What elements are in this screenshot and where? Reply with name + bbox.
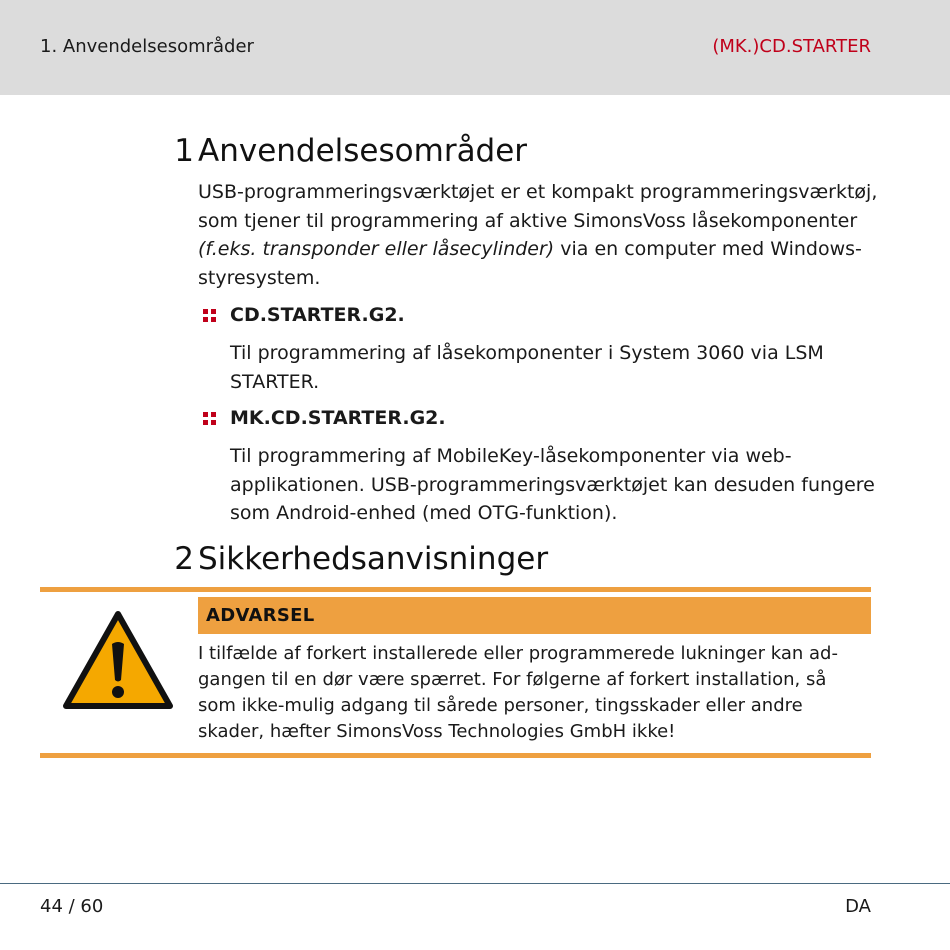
section-heading-2 bbox=[174, 541, 549, 577]
warning-label-bar bbox=[198, 597, 871, 634]
chapter-title: 1. Anvendelsesområder bbox=[40, 36, 254, 57]
italic-text: (f.eks. transponder eller låsecylinder) bbox=[198, 238, 555, 260]
bullet-icon bbox=[203, 309, 216, 322]
language-code: DA bbox=[845, 896, 871, 917]
warning-text bbox=[198, 641, 868, 745]
text-line: som ikke-mulig adgang til sårede personer, tingsskader eller andre bbox=[198, 695, 803, 716]
list-item-description bbox=[230, 339, 870, 396]
intro-paragraph bbox=[198, 178, 878, 292]
warning-top-border bbox=[40, 587, 871, 592]
section-number: 2 bbox=[174, 541, 194, 577]
text-line: Til programmering af MobileKey-låsekomponenter via web- bbox=[230, 445, 792, 467]
text-line: skader, hæfter SimonsVoss Technologies GmbH ikke! bbox=[198, 721, 676, 742]
text-line: applikationen. USB-programmeringsværktøjet kan desuden fungere bbox=[230, 473, 875, 496]
page-number: 44 / 60 bbox=[40, 896, 104, 917]
text-line: gangen til en dør være spærret. For følgerne af forkert installation, så bbox=[198, 669, 827, 690]
warning-triangle-icon bbox=[62, 610, 174, 710]
text-line: styresystem. bbox=[198, 266, 321, 289]
warning-label: ADVARSEL bbox=[206, 605, 315, 626]
text-line: I tilfælde af forkert installerede eller programmerede lukninger kan ad- bbox=[198, 643, 838, 664]
text-line: som Android-enhed (med OTG-funktion). bbox=[230, 502, 618, 524]
text-span: via en computer med Windows- bbox=[554, 238, 862, 260]
text-line: som tjener til programmering af aktive SimonsVoss låsekomponenter bbox=[198, 209, 858, 232]
warning-bottom-border bbox=[40, 753, 871, 758]
list-item-title: CD.STARTER.G2. bbox=[230, 304, 405, 326]
text-line: USB-programmeringsværktøjet er et kompakt programmeringsværktøj, bbox=[198, 181, 878, 203]
section-title: Sikkerhedsanvisninger bbox=[198, 541, 549, 577]
product-name: (MK.)CD.STARTER bbox=[712, 36, 871, 57]
bullet-icon bbox=[203, 412, 216, 425]
section-number: 1 bbox=[174, 133, 194, 169]
text-line: STARTER. bbox=[230, 370, 320, 393]
footer-divider bbox=[0, 883, 950, 884]
text-line bbox=[198, 235, 878, 264]
list-item-description bbox=[230, 442, 875, 528]
text-line: Til programmering af låsekomponenter i System 3060 via LSM bbox=[230, 342, 824, 364]
list-item-title: MK.CD.STARTER.G2. bbox=[230, 407, 446, 429]
page-header bbox=[0, 0, 950, 95]
section-title: Anvendelsesområder bbox=[198, 133, 528, 169]
section-heading-1 bbox=[174, 133, 528, 169]
